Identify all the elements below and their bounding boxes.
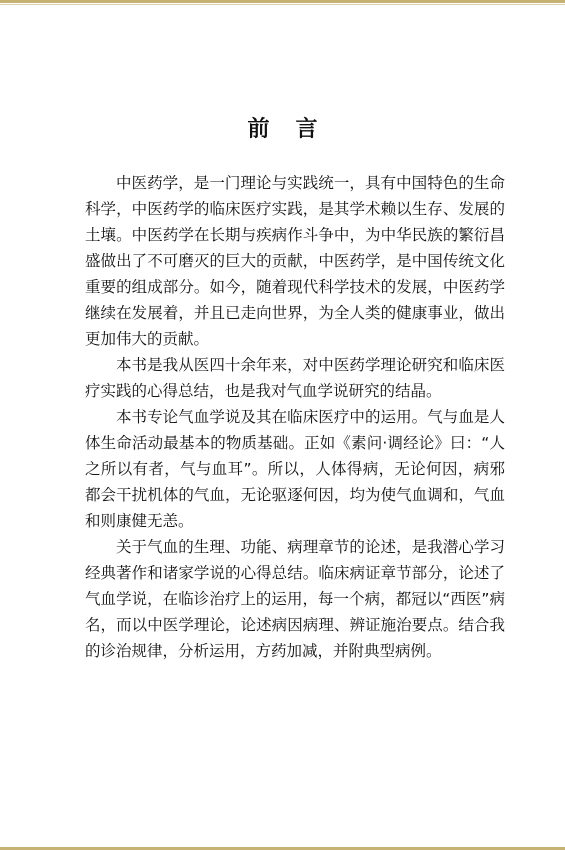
preface-body <box>85 170 505 664</box>
top-border-line <box>0 4 565 5</box>
top-border <box>0 0 565 3</box>
paragraph: 中医药学，是一门理论与实践统一，具有中国特色的生命科学，中医药学的临床医疗实践，是其学术赖以生存、发展的土壤。中医药学在长期与疾病作斗争中，为中华民族的繁衍昌盛做出了不可磨灭的巨大的贡献，中医药学，是中国传统文化重要的组成部分。如今，随着现代科学技术的发展，中医药学继续在发展着，并且已走向世界，为全人类的健康事业，做出更加伟大的贡献。 <box>85 174 505 348</box>
paragraph: 关于气血的生理、功能、病理章节的论述，是我潜心学习经典著作和诸家学说的心得总结。临床病证章节部分，论述了气血学说，在临诊治疗上的运用，每一个病，都冠以“西医”病名，而以中医学理论，论述病因病理、辨证施治要点。结合我的诊治规律，分析运用，方药加减，并附典型病例。 <box>85 538 505 660</box>
paragraph: 本书专论气血学说及其在临床医疗中的运用。气与血是人体生命活动最基本的物质基础。正如《素问·调经论》曰：“人之所以有者，气与血耳”。所以，人体得病，无论何因，病邪都会干扰机体的气血，无论驱逐何因，均为使气血调和，气血和则康健无恙。 <box>85 408 505 530</box>
paragraph: 本书是我从医四十余年来，对中医药学理论研究和临床医疗实践的心得总结，也是我对气血学说研究的结晶。 <box>85 356 505 400</box>
page-title: 前言 <box>247 116 344 142</box>
